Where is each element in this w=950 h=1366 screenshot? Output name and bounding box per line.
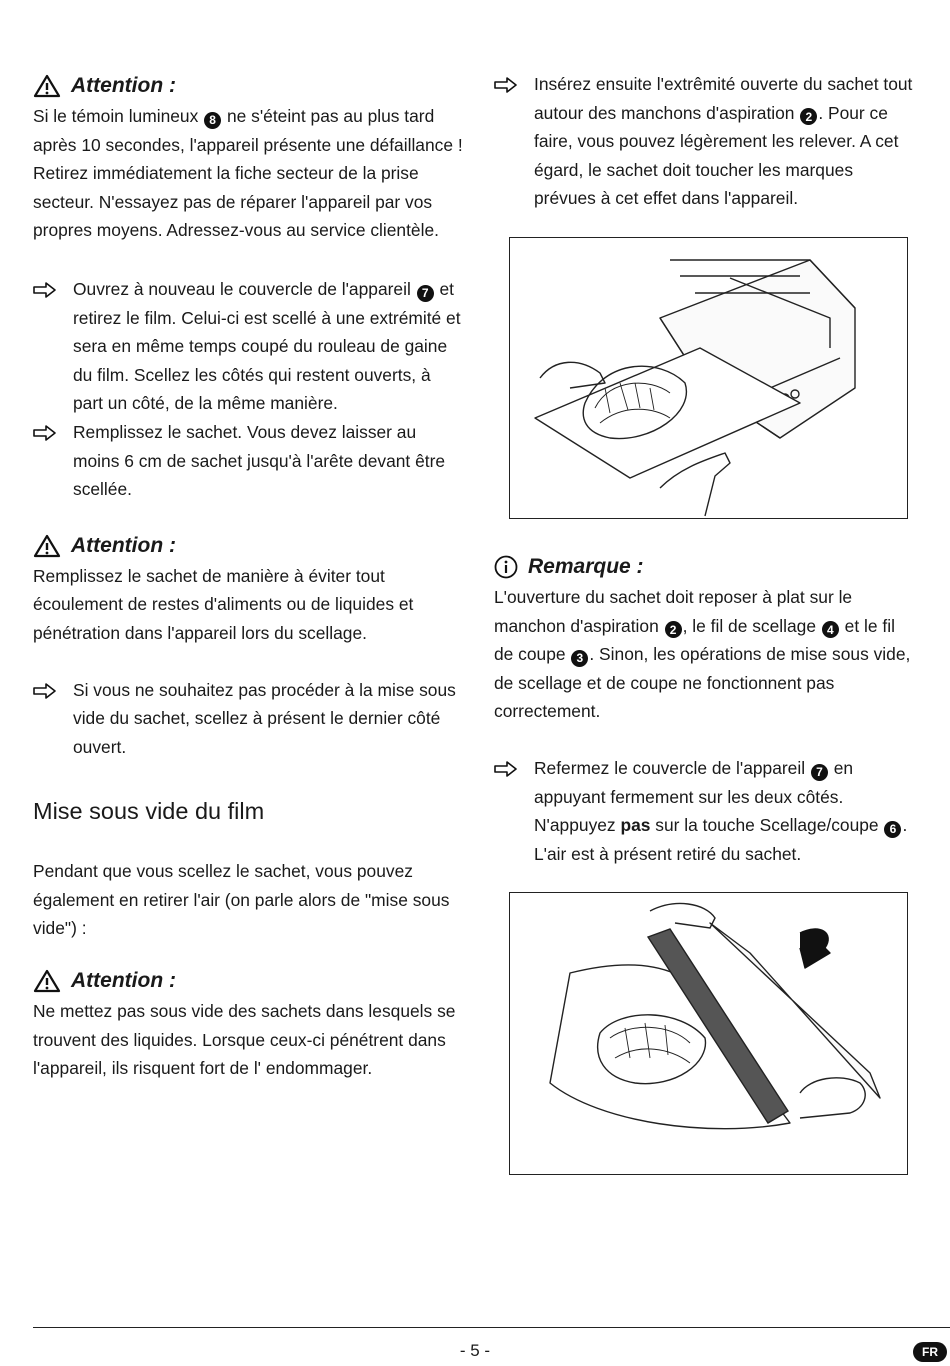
remarque-block [494,551,918,726]
step-item [33,676,463,762]
callout-badge: 2 [800,108,817,125]
step-text: Remplissez le sachet. Vous devez laisser au moins 6 cm de sachet jusqu'à l'arête devant être scellée. [73,421,446,500]
attention-heading: Attention : [71,74,176,97]
attention-block-3 [33,965,463,1083]
attention-block-1 [33,70,463,245]
right-column [494,70,918,1175]
language-badge: FR [913,1342,947,1362]
illustration-insert-bag [509,237,908,519]
callout-badge: 7 [417,285,434,302]
callout-badge: 3 [571,650,588,667]
callout-badge: 8 [204,112,221,129]
left-column [33,70,463,1083]
attention-text: Remplissez le sachet de manière à éviter tout écoulement de restes d'aliments ou de liquides et pénétration dans l'appareil lors du scellage. [33,565,414,643]
arrow-right-icon [494,70,534,213]
step-item [494,754,918,868]
arrow-right-icon [494,754,534,868]
step-item [33,418,463,504]
callout-badge: 4 [822,621,839,638]
intro-text: Pendant que vous scellez le sachet, vous pouvez également en retirer l'air (on parle alors de "mise sous vide") : [33,861,450,939]
warning-icon [33,74,61,98]
attention-block-2 [33,530,463,648]
callout-badge: 7 [811,764,828,781]
remarque-heading: Remarque : [528,554,644,578]
step-item [494,70,918,213]
step-text: Si vous ne souhaitez pas procéder à la mise sous vide du sachet, scellez à présent le dernier côté ouvert. [73,679,456,757]
arrow-right-icon [33,275,73,418]
section-title: Mise sous vide du film [33,798,265,825]
warning-icon [33,534,61,558]
callout-badge: 2 [665,621,682,638]
step-text: Insérez ensuite l'extrêmité ouverte du sachet tout autour des manchons d'aspiration 2 . Pour ce faire, vous pouvez légèrement les relever. A cet égard, le sachet doit toucher les marques prévues à cet effet dans l'appareil. [534,74,913,209]
footer-rule [33,1327,950,1328]
attention-heading: Attention : [71,969,176,993]
attention-heading: Attention : [71,533,176,557]
warning-icon [33,969,61,993]
remarque-text: L'ouverture du sachet doit reposer à plat sur le manchon d'aspiration 2 , le fil de scellage 4 et le fil de coupe 3 . Sinon, les opérations de mise sous vide, de scellage et de coupe ne fonctionnent pas correctement. [494,586,911,722]
step-item [33,275,463,418]
step-text: Ouvrez à nouveau le couvercle de l'appareil 7 et retirez le film. Celui-ci est scellé à une extrémité et sera en même temps coupé du rouleau de gaine du film. Scellez les côtés qui restent ouverts, à part un côté, de la même manière. [73,278,461,414]
illustration-close-lid [509,892,908,1175]
step-text: Refermez le couvercle de l'appareil 7 en appuyant fermement sur les deux côtés. N'appuyez pas sur la touche Scellage/coupe 6 . L'air est à présent retiré du sachet. [534,757,908,864]
attention-text: Si le témoin lumineux 8 ne s'éteint pas au plus tard après 10 secondes, l'appareil présente une défaillance ! Retirez immédiatement la fiche secteur de la prise secteur. N'essayez pas de réparer l'appareil par vos propres moyens. Adressez-vous au service clientèle. [33,106,463,241]
callout-badge: 6 [884,821,901,838]
arrow-right-icon [33,676,73,762]
info-icon [494,555,518,579]
page-number: - 5 - [459,1341,491,1360]
arrow-right-icon [33,418,73,504]
attention-text: Ne mettez pas sous vide des sachets dans lesquels se trouvent des liquides. Lorsque ceux-ci pénétrent dans l'appareil, ils risquent fort de l' endommager. [33,1001,456,1079]
